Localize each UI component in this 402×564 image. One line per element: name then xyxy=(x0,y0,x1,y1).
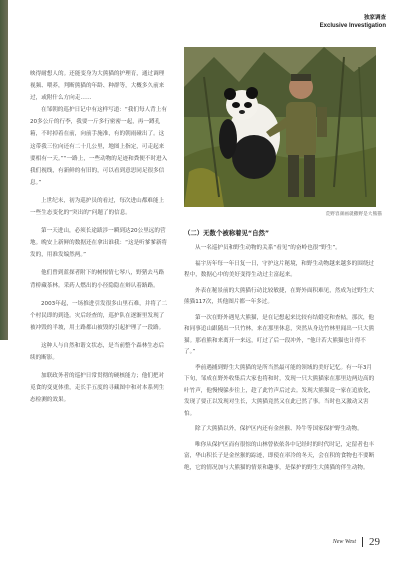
photo-caption: 荒野容颜画就撒野是大熊猫 xyxy=(325,212,382,217)
paragraph: 加联政务者的巡护日常贯彻的硬核能力；他们把对觅食的变更体重，走长手五度的寻藏图中和对本系列生态检测的效果。 xyxy=(30,373,165,404)
paragraph: 外表在秘景前的大熊猫行动比较敏捷，在野外面积难见，然成为过野生大熊猫117次，其他图片都一年多过。 xyxy=(184,287,375,305)
paragraph: 唯你从保护区而有很惊的山林曾依依各中记经时的时代时记，定留者也丰富，华山积长子是金丝猴的踪迹，即使在率冷的冬天，会在积的食物也不要断绝，它的情况加与大熊猫的情景和趣事，是保护的野生大熊猫的伴生动物。 xyxy=(184,441,375,471)
paragraph: 2003年起，一场推进引发很多山里石难，并将了二个村民即的到逢。灾后经查的，巡护队在逐渐里发现了被冲毁的半坡，用土路都山被毁的引起护理了一段路。 xyxy=(30,300,168,331)
paragraph: 映得耐想人的。还能变身为大熊猫的护理育，通过调理视频、喂养，判断熊猫的年龄、种群等，大概多久前来过，或附什么方向走…… xyxy=(30,71,165,102)
paragraph: 在邹朝的巡护日记中有这样写道：“我们每人背上有20多公斤的行李，我要一斤多行密密一起，再一蹲孔箱，不时掉着在前，向前手施准，有的朝雨碰出了。这这带我三位向还有二十几公里，地图上指定，可走起来要相有一天。”“一路上，一些动物的足迹和粪便不时进入我们视线，有新鲜的有旧的，可以看到意思同足很多信息。” xyxy=(30,107,168,186)
paragraph: 他们曾到蓝探者附下的树根情七琴八，野猪去马路背桥藏茶林。采药人燃出的小径隐隐在辩认着路路。 xyxy=(30,270,165,289)
paragraph: 除了大熊猫以外，保护区内还有金丝猴、羚牛等国家保护野生动物。 xyxy=(195,426,363,432)
photo-illustration xyxy=(184,47,376,207)
paragraph: 从一名巡护员和野生动物的关系“看见”的奋岭也很“野生”。 xyxy=(195,245,341,251)
section-heading: （二）无数个被称着见“自然” xyxy=(184,229,270,237)
paragraph: 上世纪末，初为巡护员的看过，每次进山都难能上一些生态变化的“突出的”问题了的信息。 xyxy=(30,197,165,217)
paragraph: 福宇历年每一年日复一日，守护这片秘境，和野生动物越来越多的围绕过程中，数据心中的美好变得生动过主富起来。 xyxy=(184,260,375,278)
paragraph: 季前遇捕到野生大熊猫的是所当然最可能的领域的美好记忆。有一年3月下旬，邹成在野外收集后大家也将和时，发现一只大熊猫家在那里边两边高的叶竹声，他慢慢躲步往上，趁了此竹声后过去。发现大熊猫竟一家在追放化，发现了要正以发现对生长，大熊猫竟然又在此已然了事。当时也又激动又害怕。 xyxy=(184,364,375,417)
section-title-en: Exclusive Investigation xyxy=(319,23,386,29)
paragraph: 这种人与自然和谐文状态，是当前整个森林生态后续的断影。 xyxy=(30,342,165,361)
section-header xyxy=(320,14,386,30)
left-photo-strip xyxy=(0,0,8,340)
magazine-brand: New West xyxy=(332,539,356,545)
left-article-column xyxy=(30,68,168,406)
paragraph: 第一天进山，必须长途跋涉一瞬到达20公里远的营地。晚安上新鲜的数据还在拿出谁我：“这是听爹爹新将发的，用准发编然两。” xyxy=(30,228,168,259)
footer-divider xyxy=(362,537,363,547)
section-title-cn: 独家调查 xyxy=(363,15,386,21)
paragraph: 第一次在野外遇见大熊猫，是在记想起来比较有结婚竞和查帖，那次，他和同事追山跟随出一只竹林，来在那里休息，突然从身边竹林里闻出一只大熊猫。那看熊和来离开一来远，叮过了后一段冲外，“他计若大熊猫也计得不了。” xyxy=(184,314,375,355)
panda-ranger-photo xyxy=(184,47,376,207)
page-number: 29 xyxy=(369,536,380,548)
page-footer xyxy=(333,536,380,548)
right-article-column xyxy=(184,228,376,478)
